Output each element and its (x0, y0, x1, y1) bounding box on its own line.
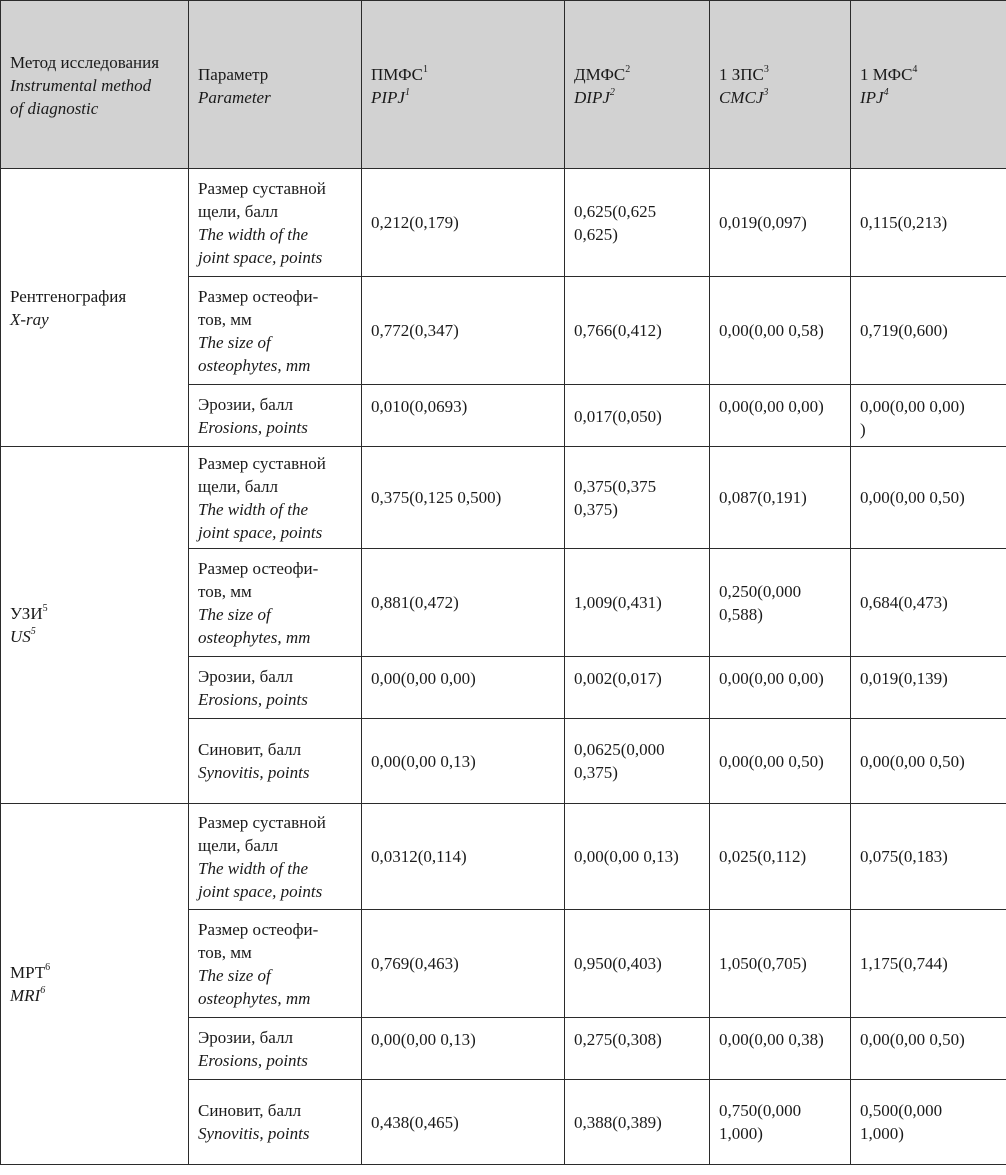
param-synovitis: Синовит, балл Synovitis, points (189, 719, 362, 804)
cell-value: 0,766(0,412) (565, 277, 710, 385)
cell-value: 0,00(0,00 0,50) (851, 447, 1006, 549)
header-ipj: 1 МФС$^4$ IPJ$^4$ (851, 1, 1006, 169)
cell-value: 1,009(0,431) (565, 549, 710, 657)
cell-value: 0,00(0,00 0,50) (710, 719, 851, 804)
param-width: Размер суставной щели, балл The width of the joint space, points (189, 447, 362, 549)
cell-value: 0,00(0,00 0,00) (710, 657, 851, 719)
param-erosions: Эрозии, балл Erosions, points (189, 657, 362, 719)
cell-value: 0,00(0,00 0,13) (362, 719, 565, 804)
header-parameter: Параметр Parameter (189, 1, 362, 169)
cell-value: 0,375(0,375 0,375) (565, 447, 710, 549)
header-dipj: ДМФС$^2$ DIPJ$^2$ (565, 1, 710, 169)
cell-value: 1,050(0,705) (710, 910, 851, 1018)
param-width: Размер суставной щели, балл The width of the joint space, points (189, 169, 362, 277)
cell-value: 0,0625(0,000 0,375) (565, 719, 710, 804)
cell-value: 0,00(0,00 0,00) (710, 385, 851, 447)
cell-value: 0,950(0,403) (565, 910, 710, 1018)
param-erosions: Эрозии, балл Erosions, points (189, 1018, 362, 1080)
cell-value: 0,772(0,347) (362, 277, 565, 385)
cell-value: 0,00(0,00 0,00) (362, 657, 565, 719)
cell-value: 0,388(0,389) (565, 1080, 710, 1165)
param-erosions: Эрозии, балл Erosions, points (189, 385, 362, 447)
cell-value: 0,00(0,00 0,58) (710, 277, 851, 385)
cell-value: 0,010(0,0693) (362, 385, 565, 447)
cell-value: 0,00(0,00 0,13) (362, 1018, 565, 1080)
cell-value: 0,025(0,112) (710, 804, 851, 910)
cell-value: 0,375(0,125 0,500) (362, 447, 565, 549)
param-osteo: Размер остеофи- тов, мм The size of osteophytes, mm (189, 910, 362, 1018)
cell-value: 0,438(0,465) (362, 1080, 565, 1165)
group-us: УЗИ$^5$ $US^5$ (1, 447, 189, 804)
header-cmcj: 1 ЗПС$^3$ CMCJ$^3$ (710, 1, 851, 169)
cell-value: 0,750(0,000 1,000) (710, 1080, 851, 1165)
cell-value: 0,212(0,179) (362, 169, 565, 277)
header-pipj: ПМФС$^1$ PIPJ$^1$ (362, 1, 565, 169)
cell-value: 0,00(0,00 0,13) (565, 804, 710, 910)
cell-value: 0,017(0,050) (565, 385, 710, 447)
cell-value: 0,275(0,308) (565, 1018, 710, 1080)
cell-value: 0,002(0,017) (565, 657, 710, 719)
cell-value: 0,075(0,183) (851, 804, 1006, 910)
cell-value: 0,019(0,097) (710, 169, 851, 277)
cell-value: 0,250(0,000 0,588) (710, 549, 851, 657)
cell-value: 1,175(0,744) (851, 910, 1006, 1018)
cell-value: 0,00(0,00 0,00) ) (851, 385, 1006, 447)
cell-value: 0,00(0,00 0,50) (851, 719, 1006, 804)
header-method: Метод исследования Instrumental method of diagnostic (1, 1, 189, 169)
group-xray: Рентгенография X-ray (1, 169, 189, 447)
cell-value: 0,500(0,000 1,000) (851, 1080, 1006, 1165)
cell-value: 0,719(0,600) (851, 277, 1006, 385)
cell-value: 0,881(0,472) (362, 549, 565, 657)
cell-value: 0,684(0,473) (851, 549, 1006, 657)
table-row (1, 447, 1006, 549)
group-mri: МРТ$^6$ MRI$^6$ (1, 804, 189, 1165)
table-row (1, 804, 1006, 910)
cell-value: 0,0312(0,114) (362, 804, 565, 910)
cell-value: 0,087(0,191) (710, 447, 851, 549)
cell-value: 0,019(0,139) (851, 657, 1006, 719)
cell-value: 0,769(0,463) (362, 910, 565, 1018)
param-synovitis: Синовит, балл Synovitis, points (189, 1080, 362, 1165)
table-row (1, 169, 1006, 277)
cell-value: 0,00(0,00 0,38) (710, 1018, 851, 1080)
cell-value: 0,625(0,625 0,625) (565, 169, 710, 277)
param-width: Размер суставной щели, балл The width of the joint space, points (189, 804, 362, 910)
cell-value: 0,115(0,213) (851, 169, 1006, 277)
param-osteo: Размер остеофи- тов, мм The size of osteophytes, mm (189, 549, 362, 657)
param-osteo: Размер остеофи- тов, мм The size of osteophytes, mm (189, 277, 362, 385)
header-row (1, 1, 1006, 169)
cell-value: 0,00(0,00 0,50) (851, 1018, 1006, 1080)
